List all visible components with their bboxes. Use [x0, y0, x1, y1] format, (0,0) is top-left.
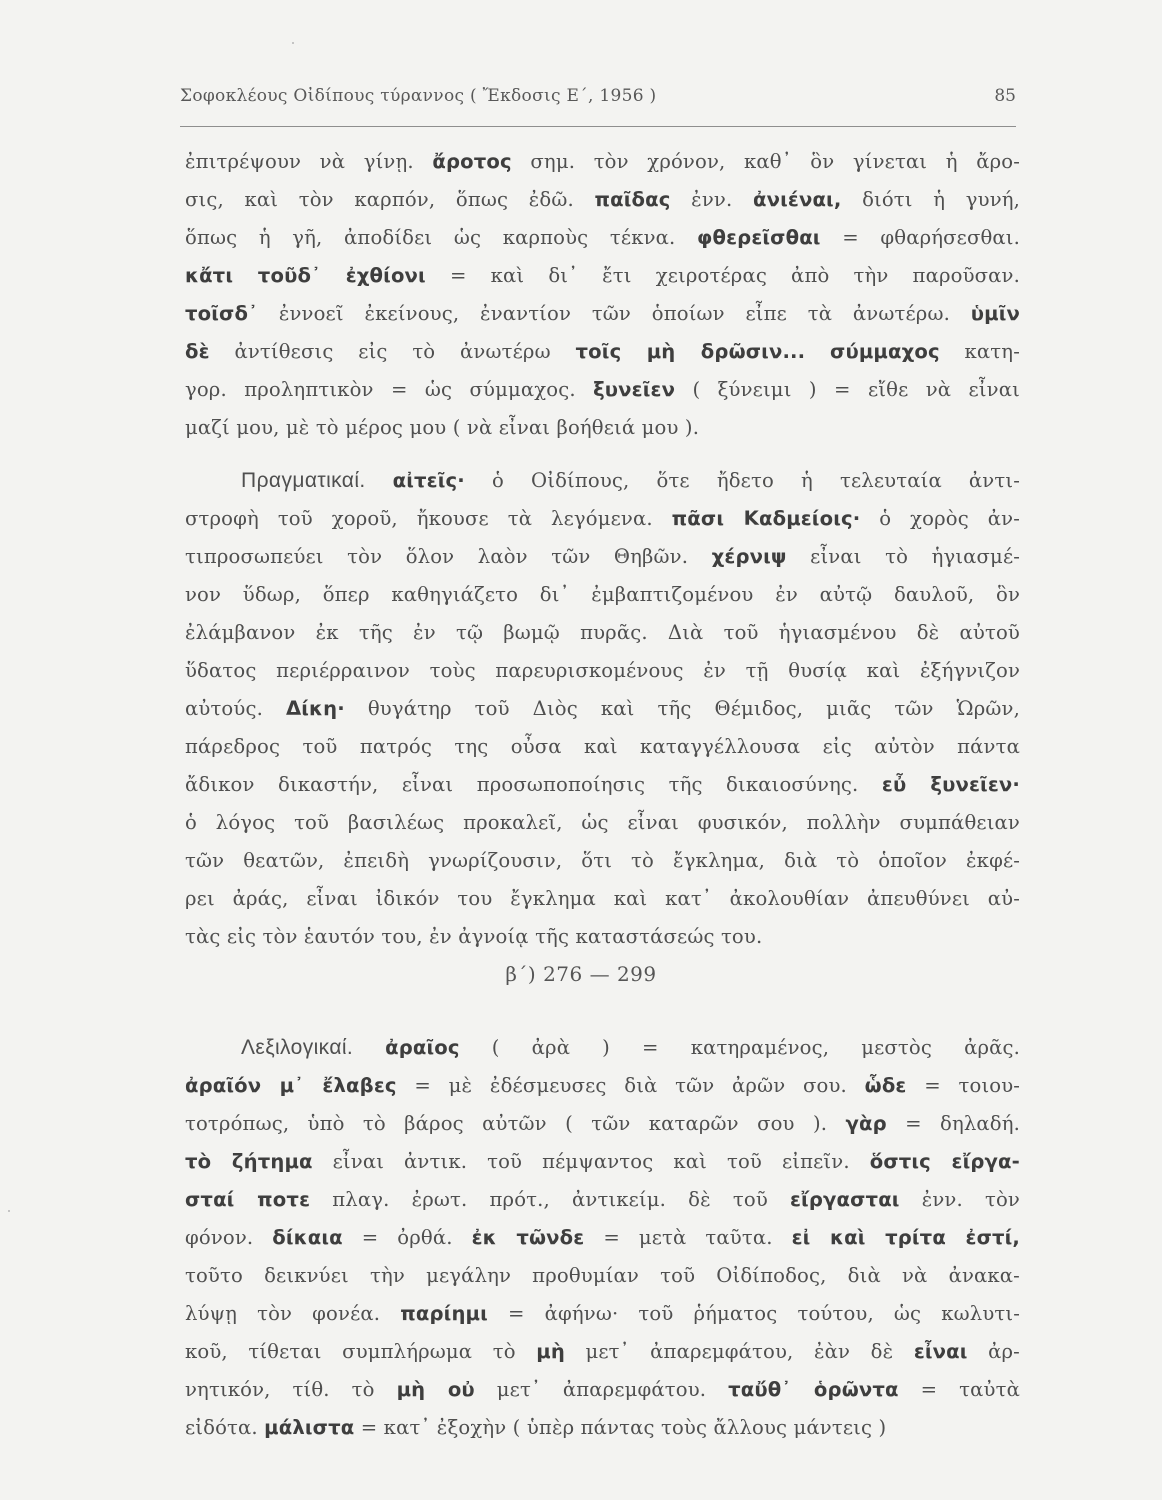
lemma-term: πᾶσι Καδμείοις· — [671, 507, 861, 530]
text-line — [185, 462, 1020, 500]
lemma-term: ταὔθ᾽ ὁρῶντα — [728, 1378, 899, 1401]
gloss-text: = κατ᾽ ἐξοχὴν ( ὑπὲρ πάντας τοὺς ἄλλους μάντεις ) — [354, 1416, 887, 1439]
gloss-text: ἐνν. τὸν — [899, 1188, 1020, 1211]
gloss-text: ἀντίθεσις εἰς τὸ ἀνωτέρω — [209, 340, 576, 363]
lemma-term: γὰρ — [845, 1112, 887, 1135]
gloss-text: ὁ λόγος τοῦ βασιλέως προκαλεῖ, ὡς εἶναι φυσικόν, πολλὴν συμπάθειαν — [185, 811, 1020, 834]
section-label: Πραγματικαί. — [241, 469, 393, 492]
gloss-text: = ὀρθά. — [342, 1226, 472, 1249]
gloss-text: τιπροσωπεύει τὸν ὅλον λαὸν τῶν Θηβῶν. — [185, 545, 712, 568]
text-line — [185, 371, 1020, 409]
paragraph-lexical-notes-section-b — [185, 1029, 1020, 1447]
gloss-text: ὁ χορὸς ἀν- — [860, 507, 1021, 530]
lemma-term: ὅστις εἴργα- — [869, 1150, 1020, 1173]
text-line — [185, 614, 1020, 652]
gloss-text: λύψῃ τὸν φονέα. — [185, 1302, 401, 1325]
text-line — [185, 690, 1020, 728]
gloss-text: ἐπιτρέψουν νὰ γίνῃ. — [185, 150, 433, 173]
lemma-term: ἀνιέναι, — [753, 188, 842, 211]
gloss-text: μετ᾽ ἀπαρεμφάτου. — [474, 1378, 729, 1401]
lemma-term: ἀραῖος — [385, 1036, 460, 1059]
gloss-text: = μὲ ἐδέσμευσες διὰ τῶν ἀρῶν σου. — [396, 1074, 865, 1097]
paper-speck — [8, 1210, 10, 1212]
gloss-text: ἄδικον δικαστήν, εἶναι προσωποποίησις τῆς δικαιοσύνης. — [185, 773, 882, 796]
text-line — [185, 1409, 1020, 1447]
text-line — [185, 728, 1020, 766]
lemma-term: ὧδε — [864, 1074, 907, 1097]
text-line — [185, 1067, 1020, 1105]
gloss-text: ὕδατος περιέρραινον τοὺς παρευρισκομένους ἐν τῇ θυσίᾳ καὶ ἐξήγνιζον — [185, 659, 1021, 682]
gloss-text: ὁ Οἰδίπους, ὅτε ἤδετο ἡ τελευταία ἀντι- — [464, 469, 1020, 492]
gloss-text: ἐννοεῖ ἐκείνους, ἐναντίον τῶν ὁποίων εἶπε τὰ ἀνωτέρω. — [258, 302, 971, 325]
lemma-term: σύμμαχος — [830, 340, 940, 363]
gloss-text: ρει ἀράς, εἶναι ἰδικόν του ἔγκλημα καὶ κατ᾽ ἀκολουθίαν ἀπευθύνει αὐ- — [185, 887, 1021, 910]
lemma-term: μὴ οὐ — [396, 1378, 475, 1401]
gloss-text: = μετὰ ταῦτα. — [584, 1226, 792, 1249]
text-line — [185, 1257, 1020, 1295]
gloss-text: = δηλαδή. — [886, 1112, 1021, 1135]
text-line — [185, 1295, 1020, 1333]
text-line — [185, 1105, 1020, 1143]
lemma-term: τοῖς μὴ δρῶσιν... — [575, 340, 806, 363]
gloss-text: στροφὴ τοῦ χοροῦ, ἤκουσε τὰ λεγόμενα. — [185, 507, 672, 530]
gloss-text: τὰς εἰς τὸν ἑαυτόν του, ἐν ἀγνοίᾳ τῆς καταστάσεώς του. — [185, 925, 763, 948]
gloss-text: = ταὐτὰ — [898, 1378, 1020, 1401]
text-line — [185, 804, 1020, 842]
text-line — [185, 143, 1020, 181]
paragraph-factual-notes — [185, 462, 1020, 956]
lemma-term: φθερεῖσθαι — [697, 226, 821, 249]
text-line — [185, 576, 1020, 614]
gloss-text: σις, καὶ τὸν καρπόν, ὅπως ἐδῶ. — [185, 188, 595, 211]
lemma-term: εὖ ξυνεῖεν· — [881, 773, 1020, 796]
gloss-text: διότι ἡ γυνή, — [841, 188, 1021, 211]
gloss-text: σημ. τὸν χρόνον, καθ᾽ ὃν γίνεται ἡ ἄρο- — [511, 150, 1021, 173]
text-line — [185, 538, 1020, 576]
text-line — [185, 219, 1020, 257]
gloss-text: τῶν θεατῶν, ἐπειδὴ γνωρίζουσιν, ὅτι τὸ ἔγκλημα, διὰ τὸ ὁποῖον ἐκφέ- — [185, 849, 1021, 872]
lemma-term: εἶναι — [913, 1340, 968, 1363]
text-line — [185, 766, 1020, 804]
gloss-text: μετ᾽ ἀπαρεμφάτου, ἐὰν δὲ — [564, 1340, 914, 1363]
gloss-text: εἰδότα. — [185, 1416, 265, 1439]
lemma-term: μὴ — [536, 1340, 565, 1363]
section-heading: β΄) 276 — 299 — [505, 962, 657, 986]
lemma-term: τοῖσδ᾽ — [185, 302, 259, 325]
running-title: Σοφοκλέους Οἰδίπους τύραννος ( Ἔκδοσις Ε΄, 1956 ) — [180, 86, 657, 106]
gloss-text: νον ὕδωρ, ὅπερ καθηγιάζετο δι᾽ ἐμβαπτιζομένου ἐν αὐτῷ δαυλοῦ, ὃν — [185, 583, 1021, 606]
gloss-text — [805, 340, 830, 363]
gloss-text: = τοιου- — [906, 1074, 1021, 1097]
text-line — [185, 500, 1020, 538]
text-line — [185, 918, 1020, 956]
text-line — [185, 181, 1020, 219]
lemma-term: ἀραῖόν μ᾽ ἔλαβες — [185, 1074, 397, 1097]
lemma-term: ξυνεῖεν — [593, 378, 676, 401]
text-line — [185, 1143, 1020, 1181]
lemma-term: μάλιστα — [264, 1416, 355, 1439]
gloss-text: τοῦτο δεικνύει τὴν μεγάλην προθυμίαν τοῦ Οἰδίποδος, διὰ νὰ ἀνακα- — [185, 1264, 1020, 1287]
text-line — [185, 409, 1020, 447]
gloss-text: = καὶ δι᾽ ἔτι χειροτέρας ἀπὸ τὴν παροῦσαν. — [425, 264, 1020, 287]
text-line — [185, 1219, 1020, 1257]
section-label: Λεξιλογικαί. — [241, 1036, 386, 1059]
gloss-text: ( ξύνειμι ) = εἴθε νὰ εἶναι — [675, 378, 1020, 401]
text-line — [185, 333, 1020, 371]
lemma-term: δὲ — [185, 340, 210, 363]
lemma-term: κἄτι τοῦδ᾽ ἐχθίονι — [185, 264, 426, 287]
gloss-text: αὐτούς. — [185, 697, 286, 720]
lemma-term: Δίκη· — [285, 697, 345, 720]
gloss-text: ἀρ- — [967, 1340, 1020, 1363]
gloss-text: τοτρόπως, ὑπὸ τὸ βάρος αὐτῶν ( τῶν καταρῶν σου ). — [185, 1112, 846, 1135]
gloss-text: ἐλάμβανον ἐκ τῆς ἐν τῷ βωμῷ πυρᾶς. Διὰ τοῦ ἡγιασμένου δὲ αὐτοῦ — [185, 621, 1020, 644]
gloss-text: πλαγ. ἐρωτ. πρότ., ἀντικείμ. δὲ τοῦ — [310, 1188, 790, 1211]
lemma-term: ὑμῖν — [970, 302, 1020, 325]
paper-speck — [292, 42, 294, 44]
gloss-text: μαζί μου, μὲ τὸ μέρος μου ( νὰ εἶναι βοήθειά μου ). — [185, 416, 700, 439]
lemma-term: σταί ποτε — [185, 1188, 311, 1211]
text-line — [185, 295, 1020, 333]
text-line — [185, 1181, 1020, 1219]
lemma-term: δίκαια — [272, 1226, 343, 1249]
page-number: 85 — [994, 86, 1016, 106]
gloss-text: πάρεδρος τοῦ πατρός της οὖσα καὶ καταγγέλλουσα εἰς αὐτὸν πάντα — [185, 735, 1020, 758]
lemma-term: εἰ καὶ τρίτα ἐστί, — [791, 1226, 1021, 1249]
gloss-text: ( ἀρὰ ) = κατηραμένος, μεστὸς ἀρᾶς. — [459, 1036, 1020, 1059]
lemma-term: παῖδας — [594, 188, 671, 211]
text-line — [185, 257, 1020, 295]
lemma-term: τὸ ζήτημα — [185, 1150, 313, 1173]
gloss-text: κοῦ, τίθεται συμπλήρωμα τὸ — [185, 1340, 537, 1363]
gloss-text: = ἀφήνω· τοῦ ῥήματος τούτου, ὡς κωλυτι- — [487, 1302, 1020, 1325]
lemma-term: αἰτεῖς· — [392, 469, 465, 492]
text-line — [185, 1029, 1020, 1067]
gloss-text: = φθαρήσεσθαι. — [820, 226, 1021, 249]
text-line — [185, 1371, 1020, 1409]
gloss-text: γορ. προληπτικὸν = ὡς σύμμαχος. — [185, 378, 594, 401]
gloss-text: εἶναι ἀντικ. τοῦ πέμψαντος καὶ τοῦ εἰπεῖν. — [312, 1150, 870, 1173]
gloss-text: εἶναι τὸ ἡγιασμέ- — [786, 545, 1021, 568]
gloss-text: θυγάτηρ τοῦ Διὸς καὶ τῆς Θέμιδος, μιᾶς τῶν Ὡρῶν, — [344, 697, 1020, 720]
gloss-text: νητικόν, τίθ. τὸ — [185, 1378, 397, 1401]
gloss-text: ἐνν. — [670, 188, 753, 211]
text-line — [185, 652, 1020, 690]
text-line — [185, 842, 1020, 880]
gloss-text: κατη- — [939, 340, 1020, 363]
lemma-term: εἴργασται — [790, 1188, 900, 1211]
text-line — [185, 1333, 1020, 1371]
running-head — [180, 86, 1016, 116]
gloss-text: ὅπως ἡ γῆ, ἀποδίδει ὡς καρποὺς τέκνα. — [185, 226, 698, 249]
lemma-term: χέρνιψ — [711, 545, 787, 568]
lemma-term: ἐκ τῶνδε — [471, 1226, 585, 1249]
lemma-term: ἄροτος — [432, 150, 512, 173]
gloss-text: φόνον. — [185, 1226, 273, 1249]
header-rule — [180, 126, 1016, 127]
text-line — [185, 880, 1020, 918]
paragraph-lexical-notes — [185, 143, 1020, 447]
lemma-term: παρίημι — [400, 1302, 488, 1325]
